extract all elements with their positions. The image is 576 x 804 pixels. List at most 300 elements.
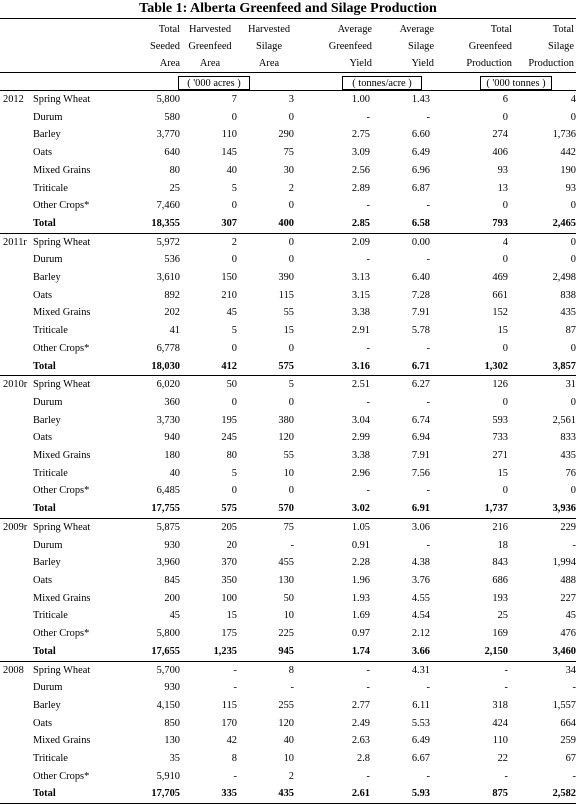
value-cell: 45 [565,610,576,622]
value-cell: 15 [497,467,508,479]
value-cell: 6.91 [411,503,430,515]
value-cell: 1.05 [351,521,370,533]
value-cell: 6.49 [411,735,430,747]
value-cell: 733 [492,432,508,444]
table-row-2011r-spring-wheat [0,233,576,251]
crop-label: Spring Wheat [33,521,91,533]
table-row-2009r-mixed-grains [0,590,576,608]
value-cell: 360 [164,396,180,408]
value-cell: - [426,485,430,497]
value-cell: 575 [221,503,237,515]
table-row-2011r-oats [0,287,576,305]
value-cell: 661 [492,289,508,301]
value-cell: 126 [492,379,508,391]
value-cell: 229 [560,521,576,533]
value-cell: 93 [565,182,576,194]
year-cell: 2008 [3,664,24,676]
table-row-2011r-triticale [0,322,576,340]
value-cell: 120 [278,717,294,729]
value-cell: 7.56 [411,467,430,479]
year-cell [0,269,33,287]
year-cell [0,625,33,643]
table-row-2009r-triticale [0,607,576,625]
crop-label: Barley [33,557,61,569]
units-row [0,72,576,90]
value-cell: 40 [169,467,180,479]
value-cell: 100 [221,592,237,604]
value-cell: 5 [288,379,294,391]
table-row-2008-barley [0,697,576,715]
value-cell: 190 [560,164,576,176]
table-row-2012-mixed-grains [0,162,576,180]
value-cell: 3.09 [351,147,370,159]
value-cell: 435 [560,450,576,462]
table-row-2009r-durum [0,537,576,555]
crop-label: Total [33,503,56,515]
year-cell [0,643,33,661]
value-cell: 1.69 [351,610,370,622]
value-cell: 0 [231,254,237,266]
year-cell [0,358,33,376]
value-cell: 130 [278,574,294,586]
value-cell: 4.38 [411,557,430,569]
value-cell: - [426,770,430,782]
crop-label: Total [33,788,56,800]
crop-label: Total [33,645,56,657]
value-cell: 5,800 [156,94,180,105]
table-row-2010r-triticale [0,465,576,483]
value-cell: 200 [164,592,180,604]
value-cell: 55 [283,450,294,462]
crop-label: Durum [33,254,63,266]
table-row-2008-other-crops [0,768,576,786]
year-cell [0,607,33,625]
value-cell: 93 [497,164,508,176]
value-cell: 5,700 [156,664,180,676]
table-row-2008-oats [0,715,576,733]
crop-label: Mixed Grains [33,735,91,747]
value-cell: 6.94 [411,432,430,444]
crop-label: Triticale [33,467,68,479]
value-cell: 0 [231,396,237,408]
value-cell: 0 [288,254,294,266]
value-cell: 10 [283,610,294,622]
year-cell [0,144,33,162]
value-cell: - [290,539,294,551]
table-row-2009r-other-crops [0,625,576,643]
value-cell: 2.96 [351,467,370,479]
value-cell: 442 [560,147,576,159]
crop-label: Mixed Grains [33,450,91,462]
value-cell: - [426,254,430,266]
table-row-2011r-durum [0,251,576,269]
value-cell: - [366,682,370,694]
table-row-2011r-mixed-grains [0,304,576,322]
value-cell: 0 [288,342,294,354]
value-cell: 6.74 [411,414,430,426]
units-acres: ( '000 acres ) [178,76,250,90]
value-cell: 41 [169,325,180,337]
value-cell: - [426,539,430,551]
value-cell: 1,235 [213,645,237,657]
value-cell: 2.12 [411,628,430,640]
value-cell: 5,800 [156,628,180,640]
value-cell: 202 [164,307,180,319]
value-cell: 945 [278,645,294,657]
value-cell: 42 [226,735,237,747]
value-cell: 3.66 [411,645,430,657]
value-cell: 307 [221,217,237,229]
value-cell: 130 [164,735,180,747]
value-cell: 152 [492,307,508,319]
value-cell: 17,755 [151,503,180,515]
value-cell: 5,910 [156,770,180,782]
value-cell: 30 [283,164,294,176]
value-cell: 412 [221,360,237,372]
year-cell [0,429,33,447]
table-row-2010r-barley [0,412,576,430]
value-cell: 115 [221,699,237,711]
value-cell: 17,655 [151,645,180,657]
value-cell: 930 [164,539,180,551]
value-cell: 2.09 [351,236,370,248]
value-cell: 664 [560,717,576,729]
value-cell: 7 [231,94,237,105]
value-cell: 424 [492,717,508,729]
crop-label: Durum [33,111,63,123]
table-row-2012-durum [0,109,576,127]
value-cell: 150 [221,272,237,284]
value-cell: 3,770 [156,129,180,141]
value-cell: 875 [492,788,508,800]
year-cell [0,750,33,768]
table-row-2010r-total [0,500,576,518]
value-cell: - [366,111,370,123]
value-cell: - [504,770,508,782]
value-cell: 5,972 [156,236,180,248]
value-cell: 34 [565,664,576,676]
value-cell: 50 [283,592,294,604]
value-cell: 87 [565,325,576,337]
value-cell: 0 [231,485,237,497]
value-cell: 40 [226,164,237,176]
year-cell: 2012 [3,94,24,105]
value-cell: 2.91 [351,325,370,337]
value-cell: 3.13 [351,272,370,284]
value-cell: 2.75 [351,129,370,141]
value-cell: 0 [570,342,576,354]
value-cell: 4.31 [411,664,430,676]
value-cell: 2.56 [351,164,370,176]
value-cell: 3.06 [411,521,430,533]
table-row-2012-oats [0,144,576,162]
value-cell: 640 [164,147,180,159]
year-cell [0,322,33,340]
crop-label: Barley [33,272,61,284]
year-cell [0,590,33,608]
value-cell: - [290,682,294,694]
header-harvested-silage-area: Harvested Silage Area [247,24,291,69]
value-cell: 1.74 [351,645,370,657]
value-cell: 5 [231,325,237,337]
value-cell: 593 [492,414,508,426]
value-cell: 80 [226,450,237,462]
year-cell: 2010r [3,379,28,391]
value-cell: 1.43 [411,94,430,105]
value-cell: 2.85 [351,217,370,229]
table-row-2008-mixed-grains [0,732,576,750]
value-cell: 76 [565,467,576,479]
value-cell: 488 [560,574,576,586]
crop-label: Triticale [33,610,68,622]
value-cell: 1,557 [552,699,576,711]
table-title: Table 1: Alberta Greenfeed and Silage Production [139,1,437,16]
value-cell: 25 [497,610,508,622]
value-cell: 115 [278,289,294,301]
value-cell: 1.93 [351,592,370,604]
value-cell: 0 [502,396,508,408]
value-cell: 120 [278,432,294,444]
value-cell: - [572,770,576,782]
value-cell: 6,778 [156,342,180,354]
value-cell: 3,960 [156,557,180,569]
value-cell: 3,857 [552,360,576,372]
value-cell: 686 [492,574,508,586]
column-headers [0,19,576,72]
value-cell: 6.71 [411,360,430,372]
value-cell: 18,355 [151,217,180,229]
value-cell: 0 [570,236,576,248]
value-cell: 2.8 [357,753,370,765]
value-cell: 205 [221,521,237,533]
value-cell: - [426,342,430,354]
value-cell: 6.11 [412,699,430,711]
value-cell: 370 [221,557,237,569]
value-cell: 0 [288,485,294,497]
value-cell: 2 [288,182,294,194]
value-cell: - [366,342,370,354]
table-row-2011r-total [0,358,576,376]
value-cell: - [426,111,430,123]
value-cell: 575 [278,360,294,372]
value-cell: 476 [560,628,576,640]
year-cell [0,304,33,322]
units-thousand-tonnes: ( '000 tonnes ) [480,76,552,90]
value-cell: 1,737 [484,503,508,515]
value-cell: 67 [565,753,576,765]
value-cell: 6.58 [411,217,430,229]
year-cell [0,465,33,483]
year-cell [0,412,33,430]
value-cell: 6.87 [411,182,430,194]
value-cell: 55 [283,307,294,319]
table-row-2010r-other-crops [0,482,576,500]
value-cell: 0 [502,485,508,497]
value-cell: 3.16 [351,360,370,372]
value-cell: - [233,770,237,782]
value-cell: 5.93 [411,788,430,800]
value-cell: 0.91 [351,539,370,551]
year-cell [0,180,33,198]
value-cell: 175 [221,628,237,640]
value-cell: - [366,770,370,782]
value-cell: 7,460 [156,200,180,212]
value-cell: 0 [288,396,294,408]
year-cell [0,768,33,786]
value-cell: 290 [278,129,294,141]
value-cell: 435 [278,788,294,800]
units-tonnes-per-acre: ( tonnes/acre ) [342,76,422,90]
value-cell: 5 [231,182,237,194]
table-row-2011r-other-crops [0,340,576,358]
crop-label: Oats [33,289,53,301]
value-cell: 2.63 [351,735,370,747]
value-cell: 3.38 [351,450,370,462]
value-cell: 210 [221,289,237,301]
value-cell: 0 [570,396,576,408]
value-cell: 390 [278,272,294,284]
table-row-2012-triticale [0,180,576,198]
year-cell [0,732,33,750]
production-table [0,91,576,804]
crop-label: Spring Wheat [33,379,91,391]
value-cell: 6.40 [411,272,430,284]
year-cell [0,697,33,715]
value-cell: 25 [169,182,180,194]
value-cell: 435 [560,307,576,319]
value-cell: 5.78 [411,325,430,337]
header-average-silage-yield: Average Silage Yield [399,24,434,69]
value-cell: 2.51 [351,379,370,391]
crop-label: Durum [33,396,63,408]
value-cell: - [426,200,430,212]
value-cell: 6.60 [411,129,430,141]
table-row-2008-spring-wheat [0,661,576,679]
value-cell: 2,582 [552,788,576,800]
crop-label: Triticale [33,325,68,337]
value-cell: 6.67 [411,753,430,765]
value-cell: - [233,682,237,694]
value-cell: 75 [283,521,294,533]
year-cell [0,251,33,269]
value-cell: 536 [164,254,180,266]
value-cell: 2,150 [484,645,508,657]
value-cell: 940 [164,432,180,444]
crop-label: Oats [33,147,53,159]
crop-label: Oats [33,717,53,729]
value-cell: 245 [221,432,237,444]
year-cell [0,785,33,803]
value-cell: 20 [226,539,237,551]
value-cell: - [572,539,576,551]
value-cell: 7.91 [411,450,430,462]
value-cell: 0 [570,254,576,266]
value-cell: 4.54 [411,610,430,622]
crop-label: Oats [33,574,53,586]
value-cell: - [233,664,237,676]
value-cell: 335 [221,788,237,800]
value-cell: 45 [226,307,237,319]
value-cell: 169 [492,628,508,640]
value-cell: 2.61 [351,788,370,800]
value-cell: 2.99 [351,432,370,444]
year-cell [0,679,33,697]
value-cell: 833 [560,432,576,444]
table-row-2012-total [0,215,576,233]
value-cell: 0 [288,236,294,248]
value-cell: 3.02 [351,503,370,515]
value-cell: 193 [492,592,508,604]
year-cell [0,447,33,465]
value-cell: 1.96 [351,574,370,586]
value-cell: 227 [560,592,576,604]
year-cell [0,197,33,215]
value-cell: 2,465 [552,217,576,229]
value-cell: 2.49 [351,717,370,729]
value-cell: 838 [560,289,576,301]
crop-label: Spring Wheat [33,94,91,105]
value-cell: 2 [231,236,237,248]
table-row-2012-barley [0,126,576,144]
value-cell: 0 [231,342,237,354]
value-cell: 2.28 [351,557,370,569]
table-row-2008-triticale [0,750,576,768]
value-cell: 3,730 [156,414,180,426]
value-cell: 930 [164,682,180,694]
value-cell: 570 [278,503,294,515]
value-cell: 892 [164,289,180,301]
value-cell: 4.55 [411,592,430,604]
value-cell: 4 [502,236,508,248]
value-cell: 145 [221,147,237,159]
value-cell: 2,561 [552,414,576,426]
year-cell: 2009r [3,521,28,533]
value-cell: 13 [497,182,508,194]
year-cell [0,340,33,358]
value-cell: 400 [278,217,294,229]
value-cell: 15 [497,325,508,337]
value-cell: 843 [492,557,508,569]
value-cell: 3.76 [411,574,430,586]
crop-label: Barley [33,414,61,426]
crop-label: Barley [33,129,61,141]
value-cell: 3.04 [351,414,370,426]
value-cell: 2.89 [351,182,370,194]
value-cell: 180 [164,450,180,462]
value-cell: 75 [283,147,294,159]
value-cell: 40 [283,735,294,747]
year-cell [0,537,33,555]
year-cell [0,482,33,500]
value-cell: 406 [492,147,508,159]
value-cell: 110 [221,129,237,141]
value-cell: 216 [492,521,508,533]
value-cell: 10 [283,467,294,479]
crop-label: Other Crops* [33,342,90,354]
year-cell [0,554,33,572]
table-row-2009r-total [0,643,576,661]
table-row-2010r-oats [0,429,576,447]
value-cell: 18,030 [151,360,180,372]
crop-label: Durum [33,539,63,551]
value-cell: 0 [502,342,508,354]
value-cell: - [572,682,576,694]
value-cell: 45 [169,610,180,622]
value-cell: 10 [283,753,294,765]
value-cell: 255 [278,699,294,711]
table-row-2008-total [0,785,576,803]
value-cell: 0 [570,111,576,123]
